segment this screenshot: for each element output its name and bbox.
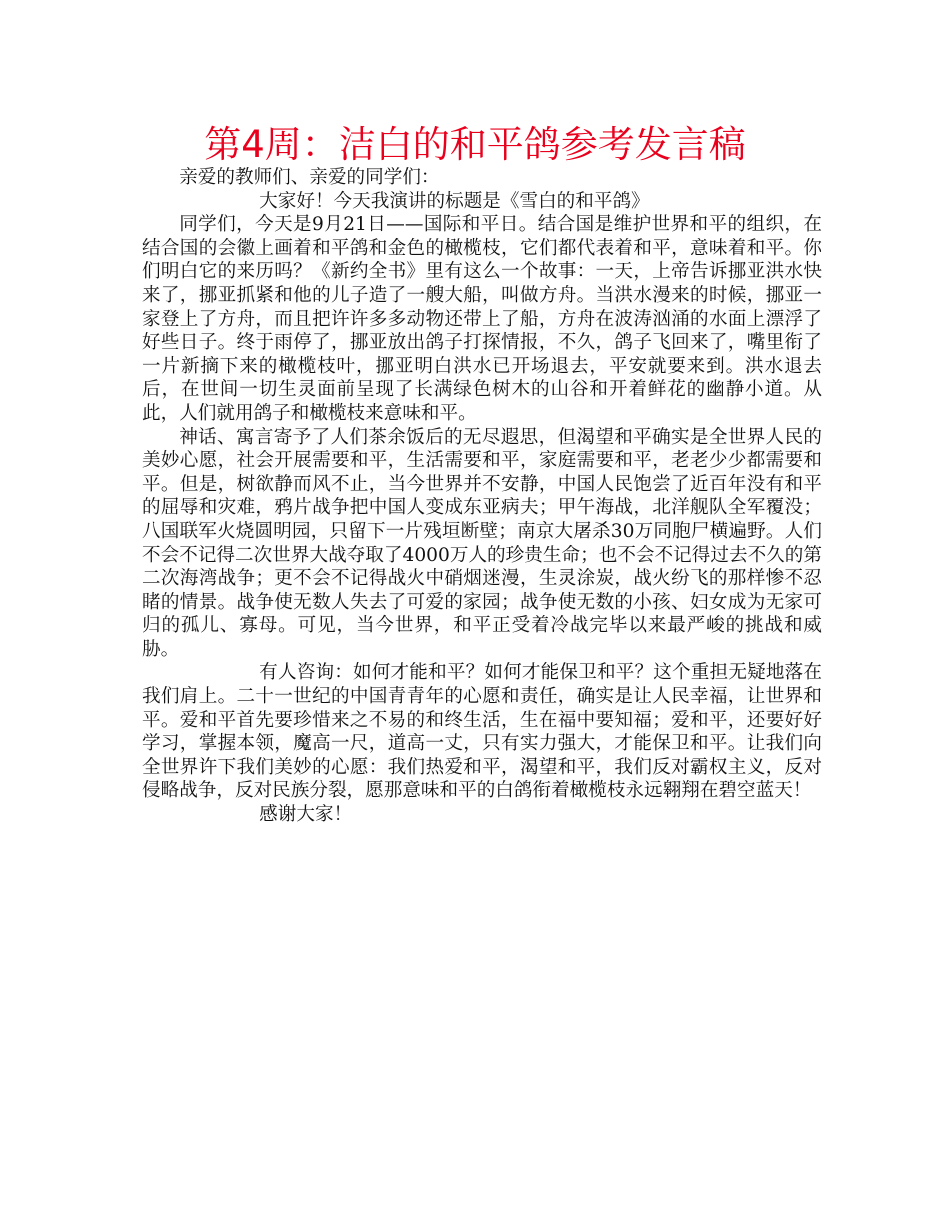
closing: 感谢大家！ (259, 804, 353, 826)
paragraph-1: 同学们，今天是9月21日——国际和平日。结合国是维护世界和平的组织，在结合国的会徽上画着和平鸽和金色的橄榄枝，它们都代表着和平，意味着和平。你们明白它的来历吗？《新约全书》里有这么一个故事：一天，上帝告诉挪亚洪水快来了，挪亚抓紧和他的儿子造了一艘大船，叫做方舟。当洪水漫来的时候，挪亚一家登上了方舟，而且把许许多多动物还带上了船，方舟在波涛汹涌的水面上漂浮了好些日子。终于雨停了，挪亚放出鸽子打探情报，不久，鸽子飞回来了，嘴里衔了一片新摘下来的橄榄枝叶，挪亚明白洪水已开场退去，平安就要来到。洪水退去后，在世间一切生灵面前呈现了长满绿色树木的山谷和开着鲜花的幽静小道。从此，人们就用鸽子和橄榄枝来意味和平。 (142, 214, 822, 424)
salutation: 亲爱的教师们、亲爱的同学们： (179, 167, 440, 188)
document-title: 第4周：洁白的和平鸽参考发言稿 (204, 123, 746, 166)
document-body (142, 166, 822, 827)
paragraph-3: 有人咨询：如何才能和平？如何才能保卫和平？这个重担无疑地落在我们肩上。二十一世纪的中国青青年的心愿和责任，确实是让人民幸福，让世界和平。爱和平首先要珍惜来之不易的和终生活，生在福中要知福；爱和平，还要好好学习，掌握本领，魔高一尺，道高一丈，只有实力强大，才能保卫和平。让我们向全世界许下我们美妙的心愿：我们热爱和平，渴望和平，我们反对霸权主义，反对侵略战争，反对民族分裂，愿那意味和平的白鸽衔着橄榄枝永远翱翔在碧空蓝天！ (142, 662, 822, 802)
paragraph-2: 神话、寓言寄予了人们茶余饭后的无尽遐思，但渴望和平确实是全世界人民的美妙心愿，社会开展需要和平，生活需要和平，家庭需要和平，老老少少都需要和平。但是，树欲静而风不止，当今世界并不安静，中国人民饱尝了近百年没有和平的屈辱和灾难，鸦片战争把中国人变成东亚病夫；甲午海战，北洋舰队全军覆没；八国联军火烧圆明园，只留下一片残垣断壁；南京大屠杀30万同胞尸横遍野。人们不会不记得二次世界大战夺取了4000万人的珍贵生命；也不会不记得过去不久的第二次海湾战争；更不会不记得战火中硝烟迷漫，生灵涂炭，战火纷飞的那样惨不忍睹的情景。战争使无数人失去了可爱的家园；战争使无数的小孩、妇女成为无家可归的孤儿、寡母。可见，当今世界，和平正受着冷战完毕以来最严峻的挑战和威胁。 (142, 426, 822, 660)
greeting: 大家好！今天我演讲的标题是《雪白的和平鸽》 (259, 190, 650, 212)
